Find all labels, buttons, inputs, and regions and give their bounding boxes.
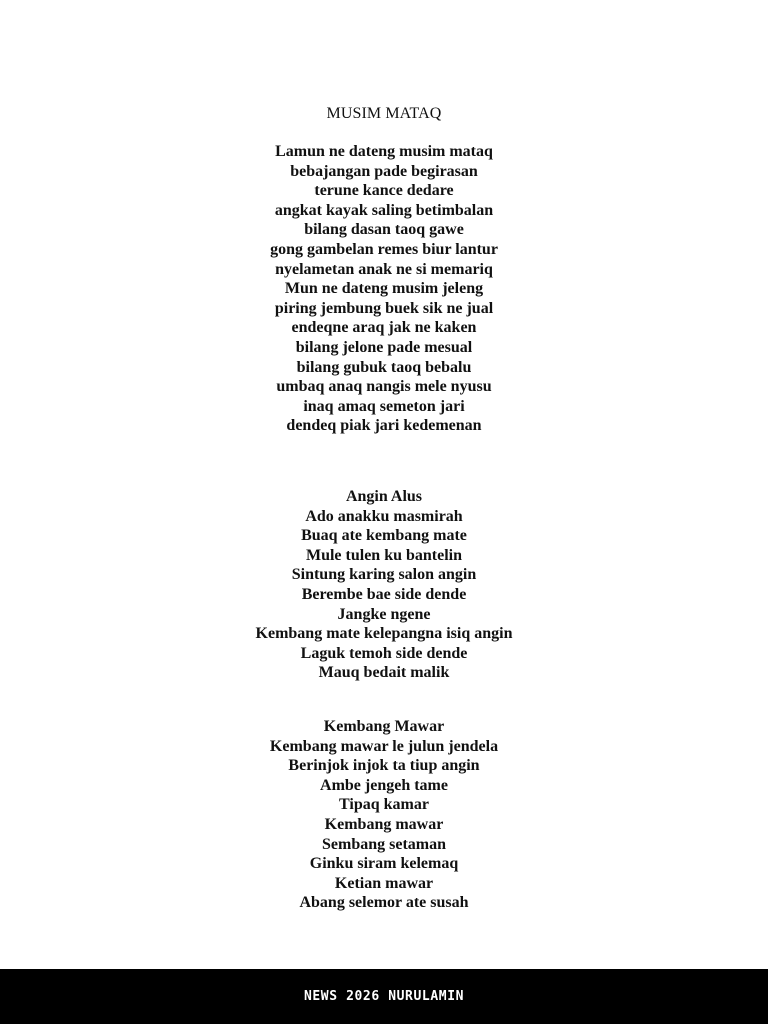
poem-line: dendeq piak jari kedemenan: [286, 417, 482, 435]
poem-line: Ambe jengeh tame: [320, 776, 448, 794]
poem-line: Kembang mawar le julun jendela: [269, 737, 499, 755]
poem-line: Mule tulen ku bantelin: [305, 546, 463, 564]
poem-line: Berembe bae side dende: [301, 585, 467, 603]
poem-line: Sembang setaman: [321, 835, 446, 853]
poem-line: terune kance dedare: [314, 182, 454, 200]
footer-text: NEWS 2026 NURULAMIN: [303, 989, 465, 1004]
poem-line: Tipaq kamar: [339, 796, 429, 814]
poem-line: Sintung karing salon angin: [291, 566, 477, 584]
poem-line: bilang jelone pade mesual: [295, 338, 473, 356]
poem-line: Abang selemor ate susah: [299, 894, 469, 912]
poem-line: angkat kayak saling betimbalan: [274, 201, 494, 219]
poem-title: MUSIM MATAQ: [326, 105, 442, 122]
poem-line: bebajangan pade begirasan: [290, 162, 478, 180]
poem-musim-mataq: [0, 142, 768, 436]
poem-line: Laguk temoh side dende: [300, 644, 468, 662]
poem-line: inaq amaq semeton jari: [303, 397, 465, 415]
poem-line: Lamun ne dateng musim mataq: [275, 143, 493, 160]
footer-bar: [0, 969, 768, 1024]
poem-line: umbaq anaq nangis mele nyusu: [276, 378, 492, 396]
poem-line: endeqne araq jak ne kaken: [291, 319, 477, 337]
poem-line: gong gambelan remes biur lantur: [270, 240, 498, 258]
poem-line: nyelametan anak ne si memariq: [275, 260, 493, 278]
poem-heading: Kembang Mawar: [323, 718, 445, 735]
poem-line: Ado anakku masmirah: [305, 507, 463, 525]
poem-line: bilang gubuk taoq bebalu: [296, 358, 472, 376]
poem-line: Buaq ate kembang mate: [301, 527, 467, 545]
poem-heading: Angin Alus: [345, 488, 423, 505]
poem-line: bilang dasan taoq gawe: [304, 221, 464, 239]
poem-line: Kembang mawar: [324, 815, 444, 833]
poem-line: Ginku siram kelemaq: [309, 855, 459, 873]
poem-line: piring jembung buek sik ne jual: [274, 299, 494, 317]
poem-line: Jangke ngene: [337, 605, 431, 623]
poem-line: Kembang mate kelepangna isiq angin: [255, 625, 513, 643]
poem-line: Berinjok injok ta tiup angin: [288, 757, 480, 775]
poem-angin-alus: [0, 487, 768, 683]
poem-line: Ketian mawar: [334, 874, 434, 892]
poem-line: Mun ne dateng musim jeleng: [284, 280, 484, 298]
poem-kembang-mawar: [0, 717, 768, 913]
poem-line: Mauq bedait malik: [318, 664, 450, 682]
